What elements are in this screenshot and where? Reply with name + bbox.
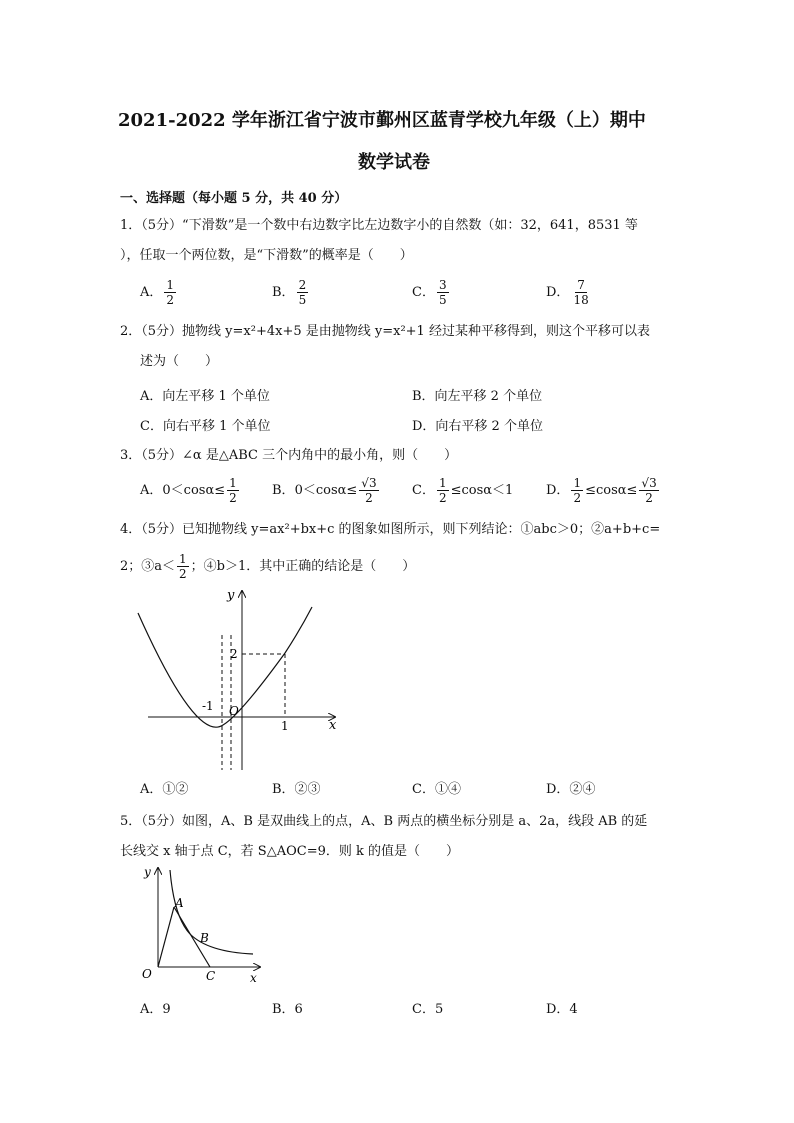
- q1-option-d: D． $\frac{7}{18}$: [546, 278, 589, 307]
- question-5-line1: 5．（5分）如图，A、B 是双曲线上的点，A、B 两点的横坐标分别是 a、2a，线段 AB 的延: [120, 814, 648, 829]
- question-4-line2: 2；③a＜ $\frac{1}{2}$ ；④b＞1．其中正确的结论是（ ）: [120, 552, 416, 581]
- q4-option-b: B．②③: [272, 782, 321, 797]
- q4-two-label: 2: [230, 647, 238, 661]
- q5-x-label: x: [250, 971, 257, 985]
- q3-option-c: C． $\frac{1}{2}$ ≤cosα＜1: [412, 476, 514, 505]
- question-5-line2: 长线交 x 轴于点 C，若 S△AOC=9．则 k 的值是（ ）: [120, 844, 460, 859]
- q3-option-a: A．0＜cosα≤ $\frac{1}{2}$: [140, 476, 237, 505]
- q5-y-label: y: [144, 865, 151, 879]
- question-1-line2: ），任取一个两位数，是“下滑数”的概率是（ ）: [120, 248, 413, 263]
- page-title-line1: 2021-2022 学年浙江省宁波市鄞州区蓝青学校九年级（上）期中: [118, 110, 646, 131]
- q2-option-b: B．向左平移 2 个单位: [412, 389, 543, 404]
- q5-origin-label: O: [142, 967, 152, 981]
- q4-option-a: A．①②: [140, 782, 189, 797]
- question-2-line2: 述为（ ）: [140, 354, 219, 369]
- q4-one-label: 1: [281, 719, 289, 733]
- q5-point-c-label: C: [206, 969, 216, 983]
- q4-option-c: C．①④: [412, 782, 461, 797]
- section-heading: 一、选择题（每小题 5 分，共 40 分）: [120, 191, 348, 206]
- q4-option-d: D．②④: [546, 782, 596, 797]
- q4-y-label: y: [227, 588, 235, 603]
- q3-option-d: D． $\frac{1}{2}$ ≤cosα≤ $\frac{√3}{2}$: [546, 476, 657, 505]
- q5-hyperbola-curve: [170, 870, 253, 954]
- q2-option-a: A．向左平移 1 个单位: [140, 389, 270, 404]
- question-4-line1: 4．（5分）已知抛物线 y=ax²+bx+c 的图象如图所示，则下列结论：①abc＞0；②a+b+c=: [120, 522, 661, 537]
- q5-hyperbola-graph: [138, 862, 268, 987]
- q1-option-a: A． $\frac{1}{2}$: [140, 278, 175, 307]
- q2-option-d: D．向右平移 2 个单位: [412, 419, 543, 434]
- q4-x-label: x: [329, 718, 337, 733]
- question-3-line1: 3．（5分）∠α 是△ABC 三个内角中的最小角，则（ ）: [120, 448, 458, 463]
- q4-origin-label: O: [229, 704, 239, 718]
- q5-option-b: B．6: [272, 1002, 303, 1017]
- q2-option-c: C．向右平移 1 个单位: [140, 419, 271, 434]
- question-2-line1: 2．（5分）抛物线 y=x²+4x+5 是由抛物线 y=x²+1 经过某种平移得到，则这个平移可以表: [120, 324, 650, 339]
- q3-option-b: B．0＜cosα≤ $\frac{√3}{2}$: [272, 476, 377, 505]
- q4-neg-one-label: -1: [202, 699, 214, 713]
- q5-option-a: A．9: [140, 1002, 171, 1017]
- q5-option-d: D．4: [546, 1002, 578, 1017]
- q4-parabola-curve: [138, 607, 312, 727]
- q4-parabola-graph: [130, 585, 350, 775]
- q1-option-c: C． $\frac{3}{5}$: [412, 278, 447, 307]
- q1-option-b: B． $\frac{2}{5}$: [272, 278, 307, 307]
- q5-point-a-label: A: [175, 896, 184, 910]
- q5-option-c: C．5: [412, 1002, 444, 1017]
- question-1-line1: 1．（5分）“下滑数”是一个数中右边数字比左边数字小的自然数（如：32，641，8531 等: [120, 218, 638, 233]
- q5-point-b-label: B: [200, 931, 209, 945]
- page-title-line2: 数学试卷: [358, 152, 430, 173]
